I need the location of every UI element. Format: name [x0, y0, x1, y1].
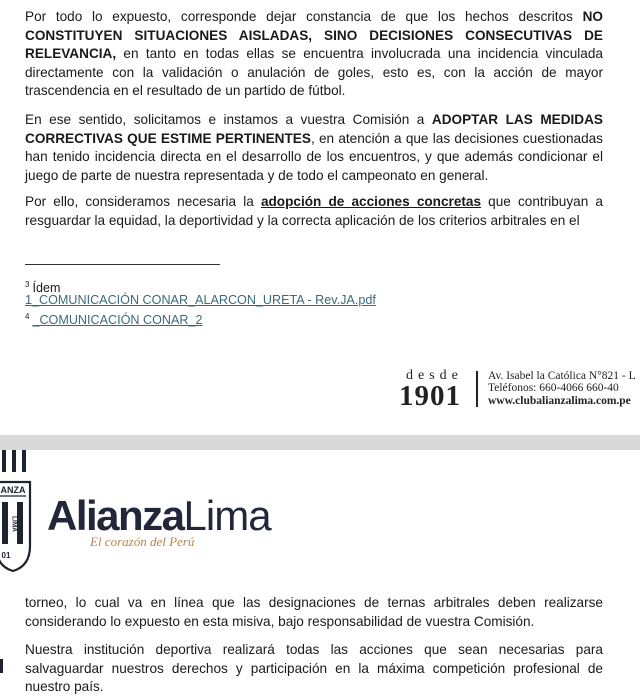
footer-founding-year: 1901: [399, 380, 461, 412]
crest-bottom-text: 01: [1, 551, 11, 560]
paragraph-text: que contribuyan a resguardar la equidad, la deportividad y la correcta aplicación de los criterios arbitrales en el: [25, 194, 603, 228]
paragraph-text: Por todo lo expuesto, corresponde dejar constancia de que los hechos descritos: [25, 9, 583, 24]
header-stripe: [12, 450, 16, 472]
footnote-number: 4: [25, 312, 30, 321]
paragraph-isolated-situations: [25, 8, 603, 101]
footnote-number: 3: [25, 280, 30, 289]
paragraph-text: Por ello, consideramos necesaria la: [25, 194, 261, 209]
paragraph-text: En ese sentido, solicitamos e instamos a vuestra Comisión a: [25, 112, 432, 127]
header-stripe: [22, 450, 26, 472]
footer-divider: [476, 371, 478, 407]
footnote-divider: [25, 264, 220, 265]
footnote-text: Ídem: [32, 281, 61, 295]
club-logo-wordmark: [47, 492, 271, 540]
logo-name-bold: Alianza: [47, 492, 184, 539]
margin-mark: [0, 659, 3, 673]
page-separator: [0, 435, 640, 450]
paragraph-text: , en atención a que las decisiones cuestionadas han tenido incidencia directa en el desarrollo de los encuentros, y que además condicionar el juego de parte de nuestra representada y de todo el campeonato en general.: [25, 130, 603, 183]
footer-address: Av. Isabel la Católica N°821 - L: [488, 370, 636, 382]
attachment-link-1[interactable]: 1_COMUNICACIÓN CONAR_ALARCON_URETA - Rev.JA.pdf: [25, 293, 376, 307]
header-stripe: [2, 450, 6, 472]
paragraph-text: en tanto en todas ellas se encuentra involucrada una incidencia vinculada directamente con la validación o anulación de goles, esto es, con la acción de mayor trascendencia en el resultado de un partido de fútbol.: [25, 46, 603, 99]
paragraph-bold-text: ADOPTAR LAS MEDIDAS CORRECTIVAS QUE ESTIME PERTINENTES: [25, 112, 604, 146]
crest-text: ANZA: [0, 485, 26, 495]
footer-website: www.clubalianzalima.com.pe: [488, 395, 631, 407]
logo-name-light: Lima: [183, 492, 271, 539]
footnote-link-1[interactable]: [25, 293, 376, 308]
footer-phones: Teléfonos: 660-4066 660-40: [488, 382, 619, 394]
club-slogan: El corazón del Perú: [90, 534, 195, 549]
footnote-4[interactable]: [25, 309, 203, 328]
paragraph-corrective-measures: [25, 111, 603, 185]
attachment-link-2[interactable]: _COMUNICACIÓN CONAR_2: [32, 313, 203, 327]
crest-side-text: LIMA: [10, 516, 18, 532]
paragraph-concrete-actions: [25, 193, 603, 230]
paragraph-underlined-bold-text: adopción de acciones concretas: [260, 194, 482, 209]
paragraph-bold-text: NO CONSTITUYEN SITUACIONES AISLADAS, SINO DECISIONES CONSECUTIVAS DE RELEVANCIA,: [25, 9, 603, 62]
paragraph-tournament: torneo, lo cual va en línea que las designaciones de ternas arbitrales deben realizarse considerando lo expuesto en esta misiva, bajo responsabilidad de vuestra Comisión.: [25, 595, 603, 629]
footer-since-label: desde: [406, 368, 463, 383]
club-crest-icon: [0, 478, 34, 573]
paragraph-institution-actions: Nuestra institución deportiva realizará todas las acciones que sean necesarias para salvaguardar nuestros derechos y participación en la máxima competición profesional de nuestro país.: [25, 642, 603, 695]
